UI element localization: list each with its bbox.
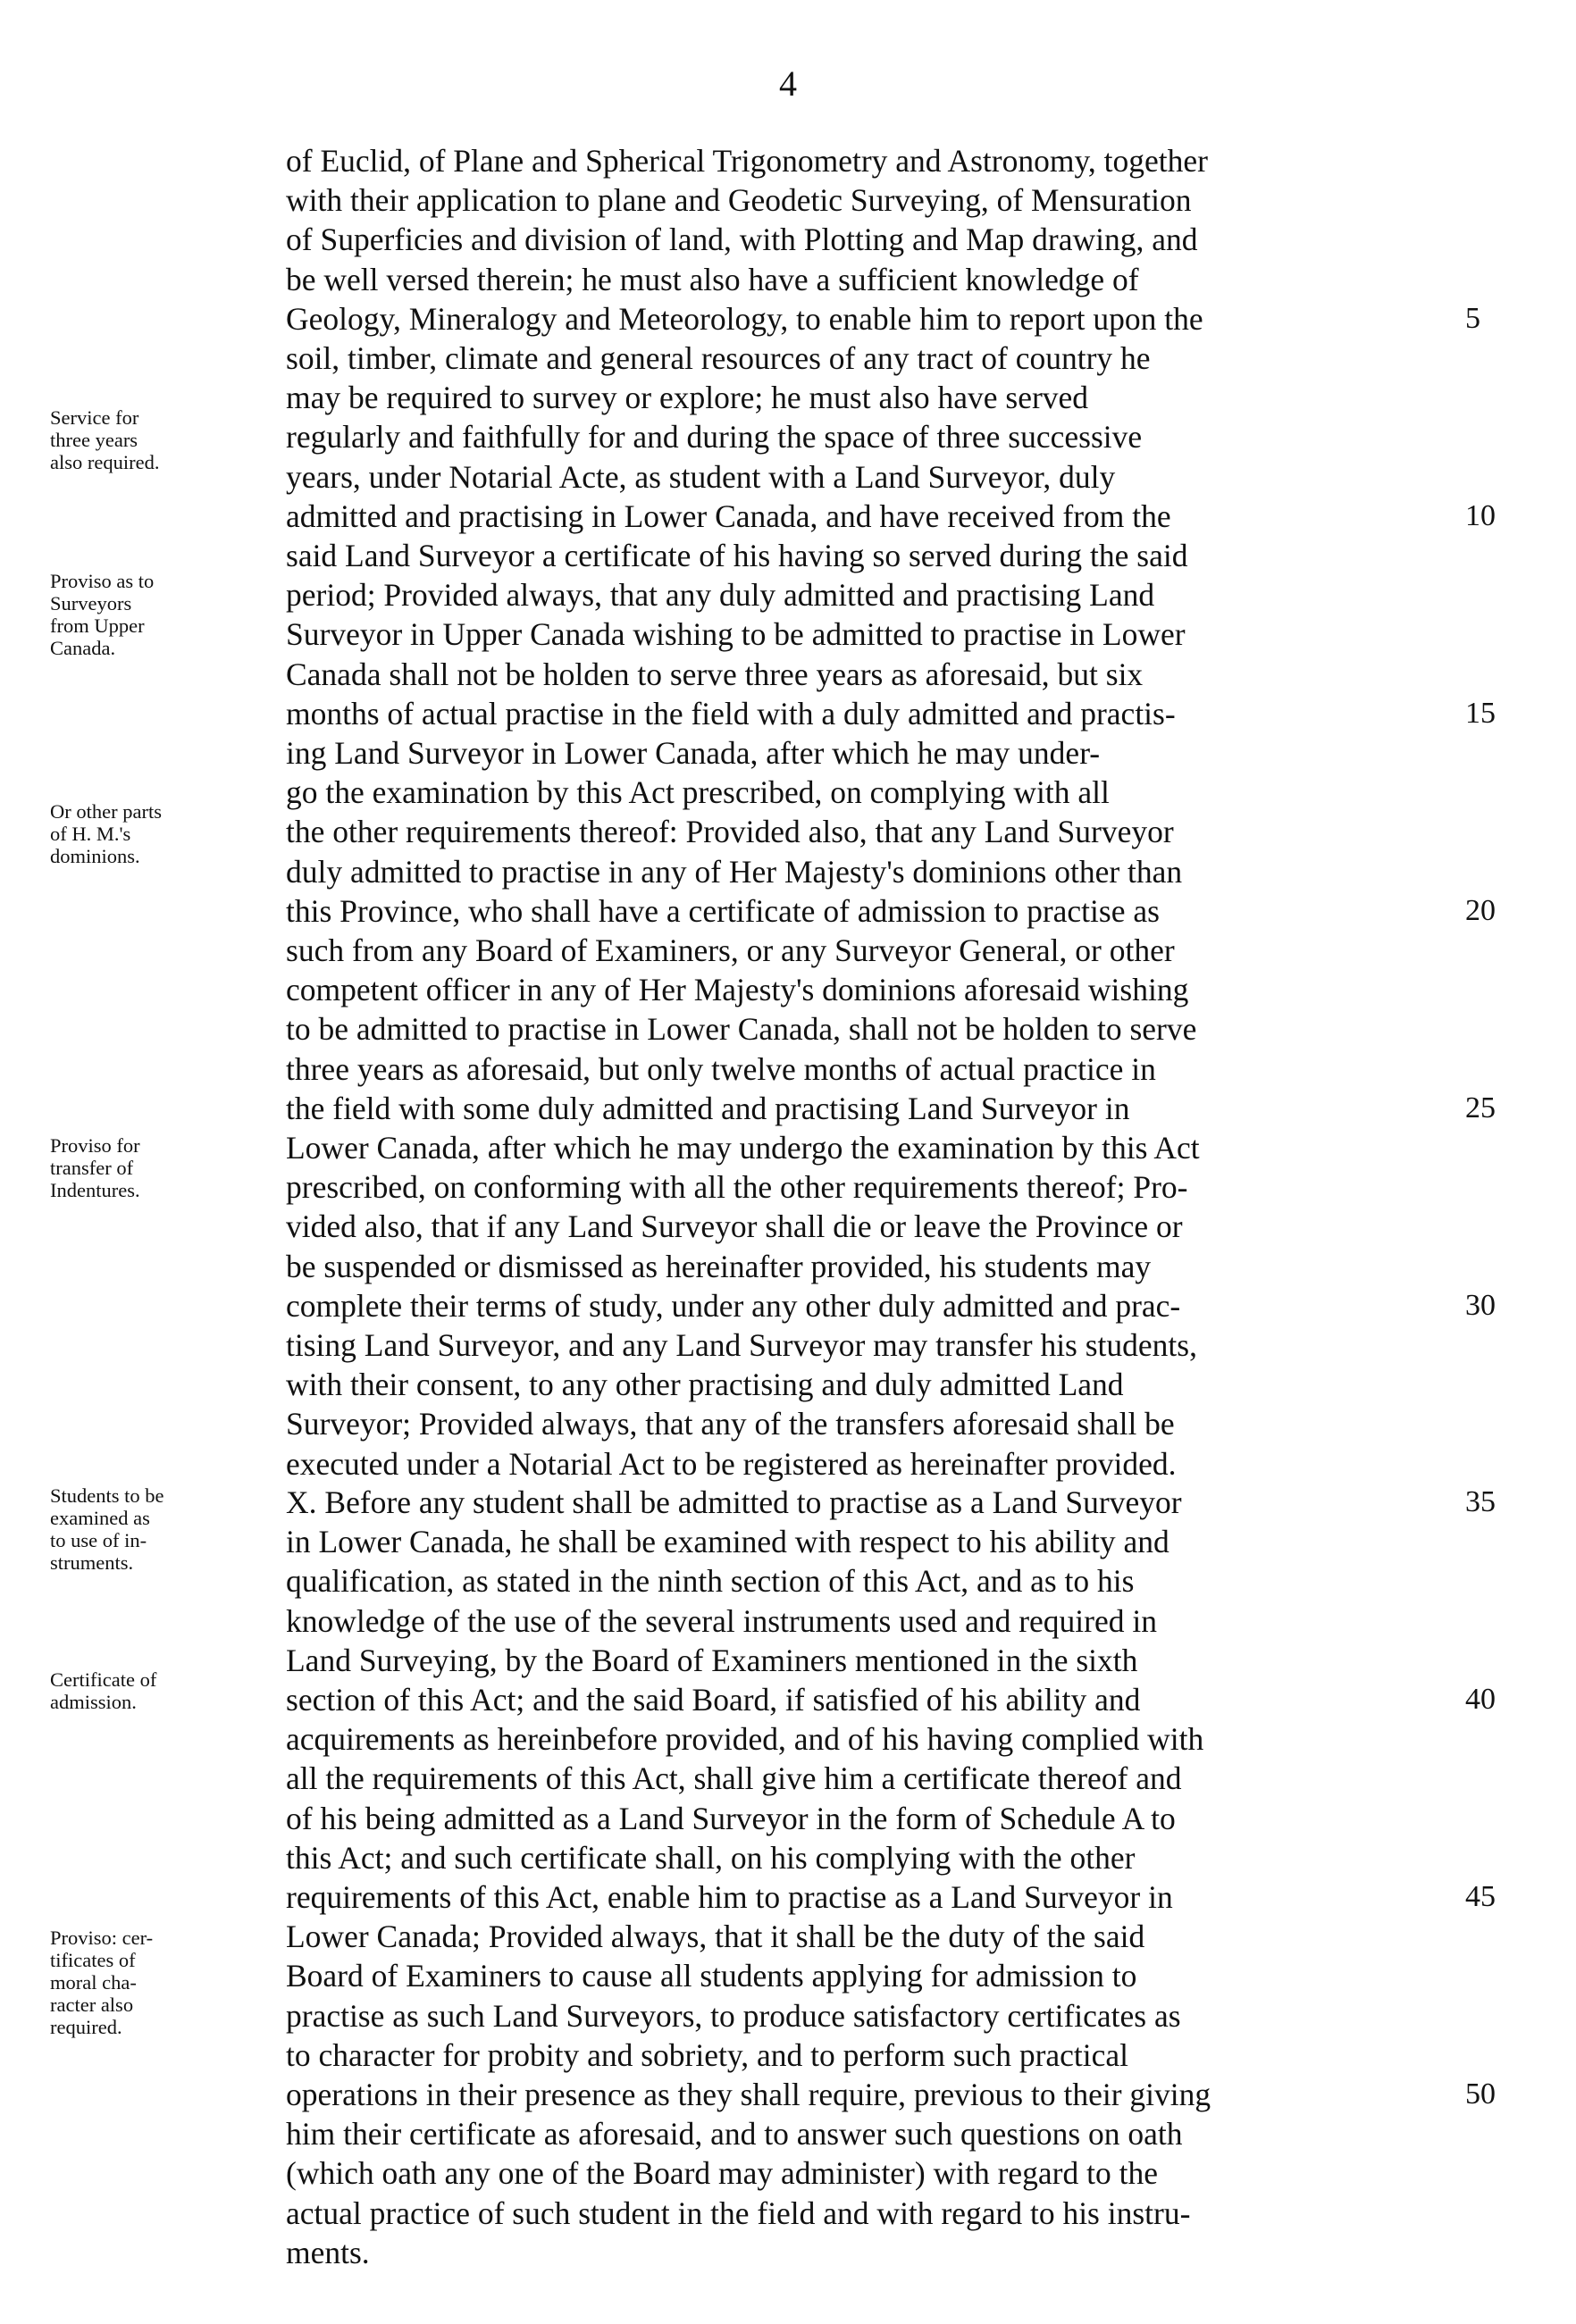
margin-note-line: transfer of bbox=[50, 1157, 134, 1179]
text-line: may be required to survey or explore; he must also have served bbox=[286, 380, 1089, 416]
text-line: complete their terms of study, under any other duly admitted and prac- bbox=[286, 1287, 1181, 1324]
page-number: 4 bbox=[779, 63, 797, 104]
margin-note-line: tificates of bbox=[50, 1949, 136, 1971]
margin-note bbox=[50, 800, 273, 867]
text-line: this Act; and such certificate shall, on his complying with the other bbox=[286, 1839, 1136, 1876]
margin-note bbox=[50, 1668, 273, 1713]
text-line: Land Surveying, by the Board of Examiners mentioned in the sixth bbox=[286, 1642, 1138, 1678]
text-line: (which oath any one of the Board may administer) with regard to the bbox=[286, 2155, 1158, 2192]
text-line: to character for probity and sobriety, and to perform such practical bbox=[286, 2036, 1129, 2073]
text-line: regularly and faithfully for and during the space of three successive bbox=[286, 419, 1143, 456]
margin-note-line: admission. bbox=[50, 1691, 137, 1713]
text-line: Geology, Mineralogy and Meteorology, to enable him to report upon the bbox=[286, 300, 1203, 337]
text-line: Canada shall not be holden to serve three years as aforesaid, but six bbox=[286, 656, 1144, 692]
text-line: practise as such Land Surveyors, to produce satisfactory certificates as bbox=[286, 1997, 1181, 2034]
margin-note-line: to use of in- bbox=[50, 1529, 147, 1551]
text-line: three years as aforesaid, but only twelve months of actual practice in bbox=[286, 1050, 1156, 1087]
text-line: qualification, as stated in the ninth section of this Act, and as to his bbox=[286, 1563, 1135, 1600]
margin-note-line: racter also bbox=[50, 1994, 134, 2016]
line-number: 50 bbox=[1465, 2077, 1496, 2111]
margin-note-line: Certificate of bbox=[50, 1668, 157, 1691]
text-line: operations in their presence as they shall require, previous to their giving bbox=[286, 2077, 1211, 2112]
text-line: vided also, that if any Land Surveyor shall die or leave the Province or bbox=[286, 1208, 1183, 1245]
margin-note-line: from Upper bbox=[50, 614, 145, 637]
margin-note-line: required. bbox=[50, 2016, 122, 2038]
text-line: all the requirements of this Act, shall give him a certificate thereof and bbox=[286, 1760, 1182, 1797]
margin-note-line: also required. bbox=[50, 451, 160, 473]
margin-note-line: moral cha- bbox=[50, 1971, 137, 1994]
text-line: the field with some duly admitted and practising Land Surveyor in bbox=[286, 1090, 1130, 1126]
text-line: him their certificate as aforesaid, and to answer such questions on oath bbox=[286, 2116, 1183, 2153]
margin-note-line: Canada. bbox=[50, 637, 116, 659]
text-line: with their consent, to any other practising and duly admitted Land bbox=[286, 1367, 1124, 1403]
text-line: X. Before any student shall be admitted to practise as a Land Surveyor bbox=[286, 1484, 1182, 1520]
text-line: such from any Board of Examiners, or any Surveyor General, or other bbox=[286, 932, 1175, 968]
margin-note-line: struments. bbox=[50, 1551, 134, 1574]
text-line: said Land Surveyor a certificate of his having so served during the said bbox=[286, 538, 1188, 573]
text-line: of Superficies and division of land, with Plotting and Map drawing, and bbox=[286, 222, 1198, 258]
text-line: actual practice of such student in the field and with regard to his instru- bbox=[286, 2194, 1191, 2231]
margin-note-line: three years bbox=[50, 429, 138, 451]
text-line: ing Land Surveyor in Lower Canada, after which he may under- bbox=[286, 735, 1101, 771]
line-number: 15 bbox=[1465, 696, 1496, 730]
text-line: prescribed, on conforming with all the other requirements thereof; Pro- bbox=[286, 1169, 1188, 1206]
margin-note bbox=[50, 1484, 273, 1574]
line-number: 5 bbox=[1465, 301, 1480, 335]
margin-note bbox=[50, 1927, 273, 2038]
margin-note-line: dominions. bbox=[50, 845, 140, 867]
text-line: soil, timber, climate and general resources of any tract of country he bbox=[286, 340, 1151, 376]
line-number: 30 bbox=[1465, 1288, 1496, 1322]
margin-note-line: Indentures. bbox=[50, 1179, 140, 1201]
text-line: ments. bbox=[286, 2234, 370, 2270]
text-line: period; Provided always, that any duly admitted and practising Land bbox=[286, 577, 1155, 614]
text-line: section of this Act; and the said Board, if satisfied of his ability and bbox=[286, 1682, 1141, 1718]
margin-note-line: Surveyors bbox=[50, 592, 132, 614]
line-number: 25 bbox=[1465, 1091, 1496, 1124]
text-line: requirements of this Act, enable him to practise as a Land Surveyor in bbox=[286, 1879, 1173, 1915]
text-line: Lower Canada, after which he may undergo the examination by this Act bbox=[286, 1130, 1200, 1166]
text-line: the other requirements thereof: Provided also, that any Land Surveyor bbox=[286, 814, 1174, 850]
text-line: Surveyor in Upper Canada wishing to be admitted to practise in Lower bbox=[286, 616, 1186, 653]
text-line: be suspended or dismissed as hereinafter provided, his students may bbox=[286, 1248, 1152, 1284]
text-line: to be admitted to practise in Lower Canada, shall not be holden to serve bbox=[286, 1011, 1197, 1048]
line-number: 10 bbox=[1465, 498, 1496, 532]
margin-note-line: Proviso for bbox=[50, 1134, 140, 1157]
text-line: knowledge of the use of the several instruments used and required in bbox=[286, 1602, 1157, 1639]
margin-note-line: examined as bbox=[50, 1507, 150, 1529]
text-line: this Province, who shall have a certificate of admission to practise as bbox=[286, 892, 1160, 929]
text-line: months of actual practise in the field with a duly admitted and practis- bbox=[286, 695, 1176, 731]
margin-note bbox=[50, 1134, 273, 1201]
text-line: years, under Notarial Acte, as student with a Land Surveyor, duly bbox=[286, 458, 1116, 495]
margin-note-line: Service for bbox=[50, 406, 139, 429]
margin-note-line: Proviso: cer- bbox=[50, 1927, 154, 1949]
margin-note bbox=[50, 570, 273, 659]
margin-note-line: of H. M.'s bbox=[50, 823, 131, 845]
line-number: 45 bbox=[1465, 1880, 1496, 1913]
text-line: be well versed therein; he must also have a sufficient knowledge of bbox=[286, 261, 1139, 297]
text-line: in Lower Canada, he shall be examined with respect to his ability and bbox=[286, 1524, 1169, 1560]
text-line: executed under a Notarial Act to be registered as hereinafter provided. bbox=[286, 1445, 1177, 1482]
margin-note bbox=[50, 406, 273, 473]
text-line: duly admitted to practise in any of Her Majesty's dominions other than bbox=[286, 853, 1183, 890]
margin-note-line: Students to be bbox=[50, 1484, 164, 1507]
text-line: with their application to plane and Geodetic Surveying, of Mensuration bbox=[286, 182, 1192, 219]
line-number: 40 bbox=[1465, 1683, 1496, 1716]
text-line: tising Land Surveyor, and any Land Surveyor may transfer his students, bbox=[286, 1327, 1197, 1363]
margin-note-line: Or other parts bbox=[50, 800, 162, 823]
text-line: acquirements as hereinbefore provided, and of his having complied with bbox=[286, 1721, 1204, 1758]
text-line: of his being admitted as a Land Surveyor in the form of Schedule A to bbox=[286, 1800, 1176, 1836]
text-line: Surveyor; Provided always, that any of the transfers aforesaid shall be bbox=[286, 1406, 1175, 1442]
margin-note-line: Proviso as to bbox=[50, 570, 155, 592]
line-number: 20 bbox=[1465, 893, 1496, 927]
text-line: Lower Canada; Provided always, that it shall be the duty of the said bbox=[286, 1919, 1145, 1955]
text-line: of Euclid, of Plane and Spherical Trigonometry and Astronomy, together bbox=[286, 143, 1208, 179]
line-number: 35 bbox=[1465, 1485, 1496, 1518]
text-line: competent officer in any of Her Majesty's dominions aforesaid wishing bbox=[286, 972, 1189, 1008]
text-line: go the examination by this Act prescribed, on complying with all bbox=[286, 774, 1110, 811]
text-line: admitted and practising in Lower Canada, and have received from the bbox=[286, 497, 1171, 534]
text-line: Board of Examiners to cause all students applying for admission to bbox=[286, 1958, 1137, 1994]
